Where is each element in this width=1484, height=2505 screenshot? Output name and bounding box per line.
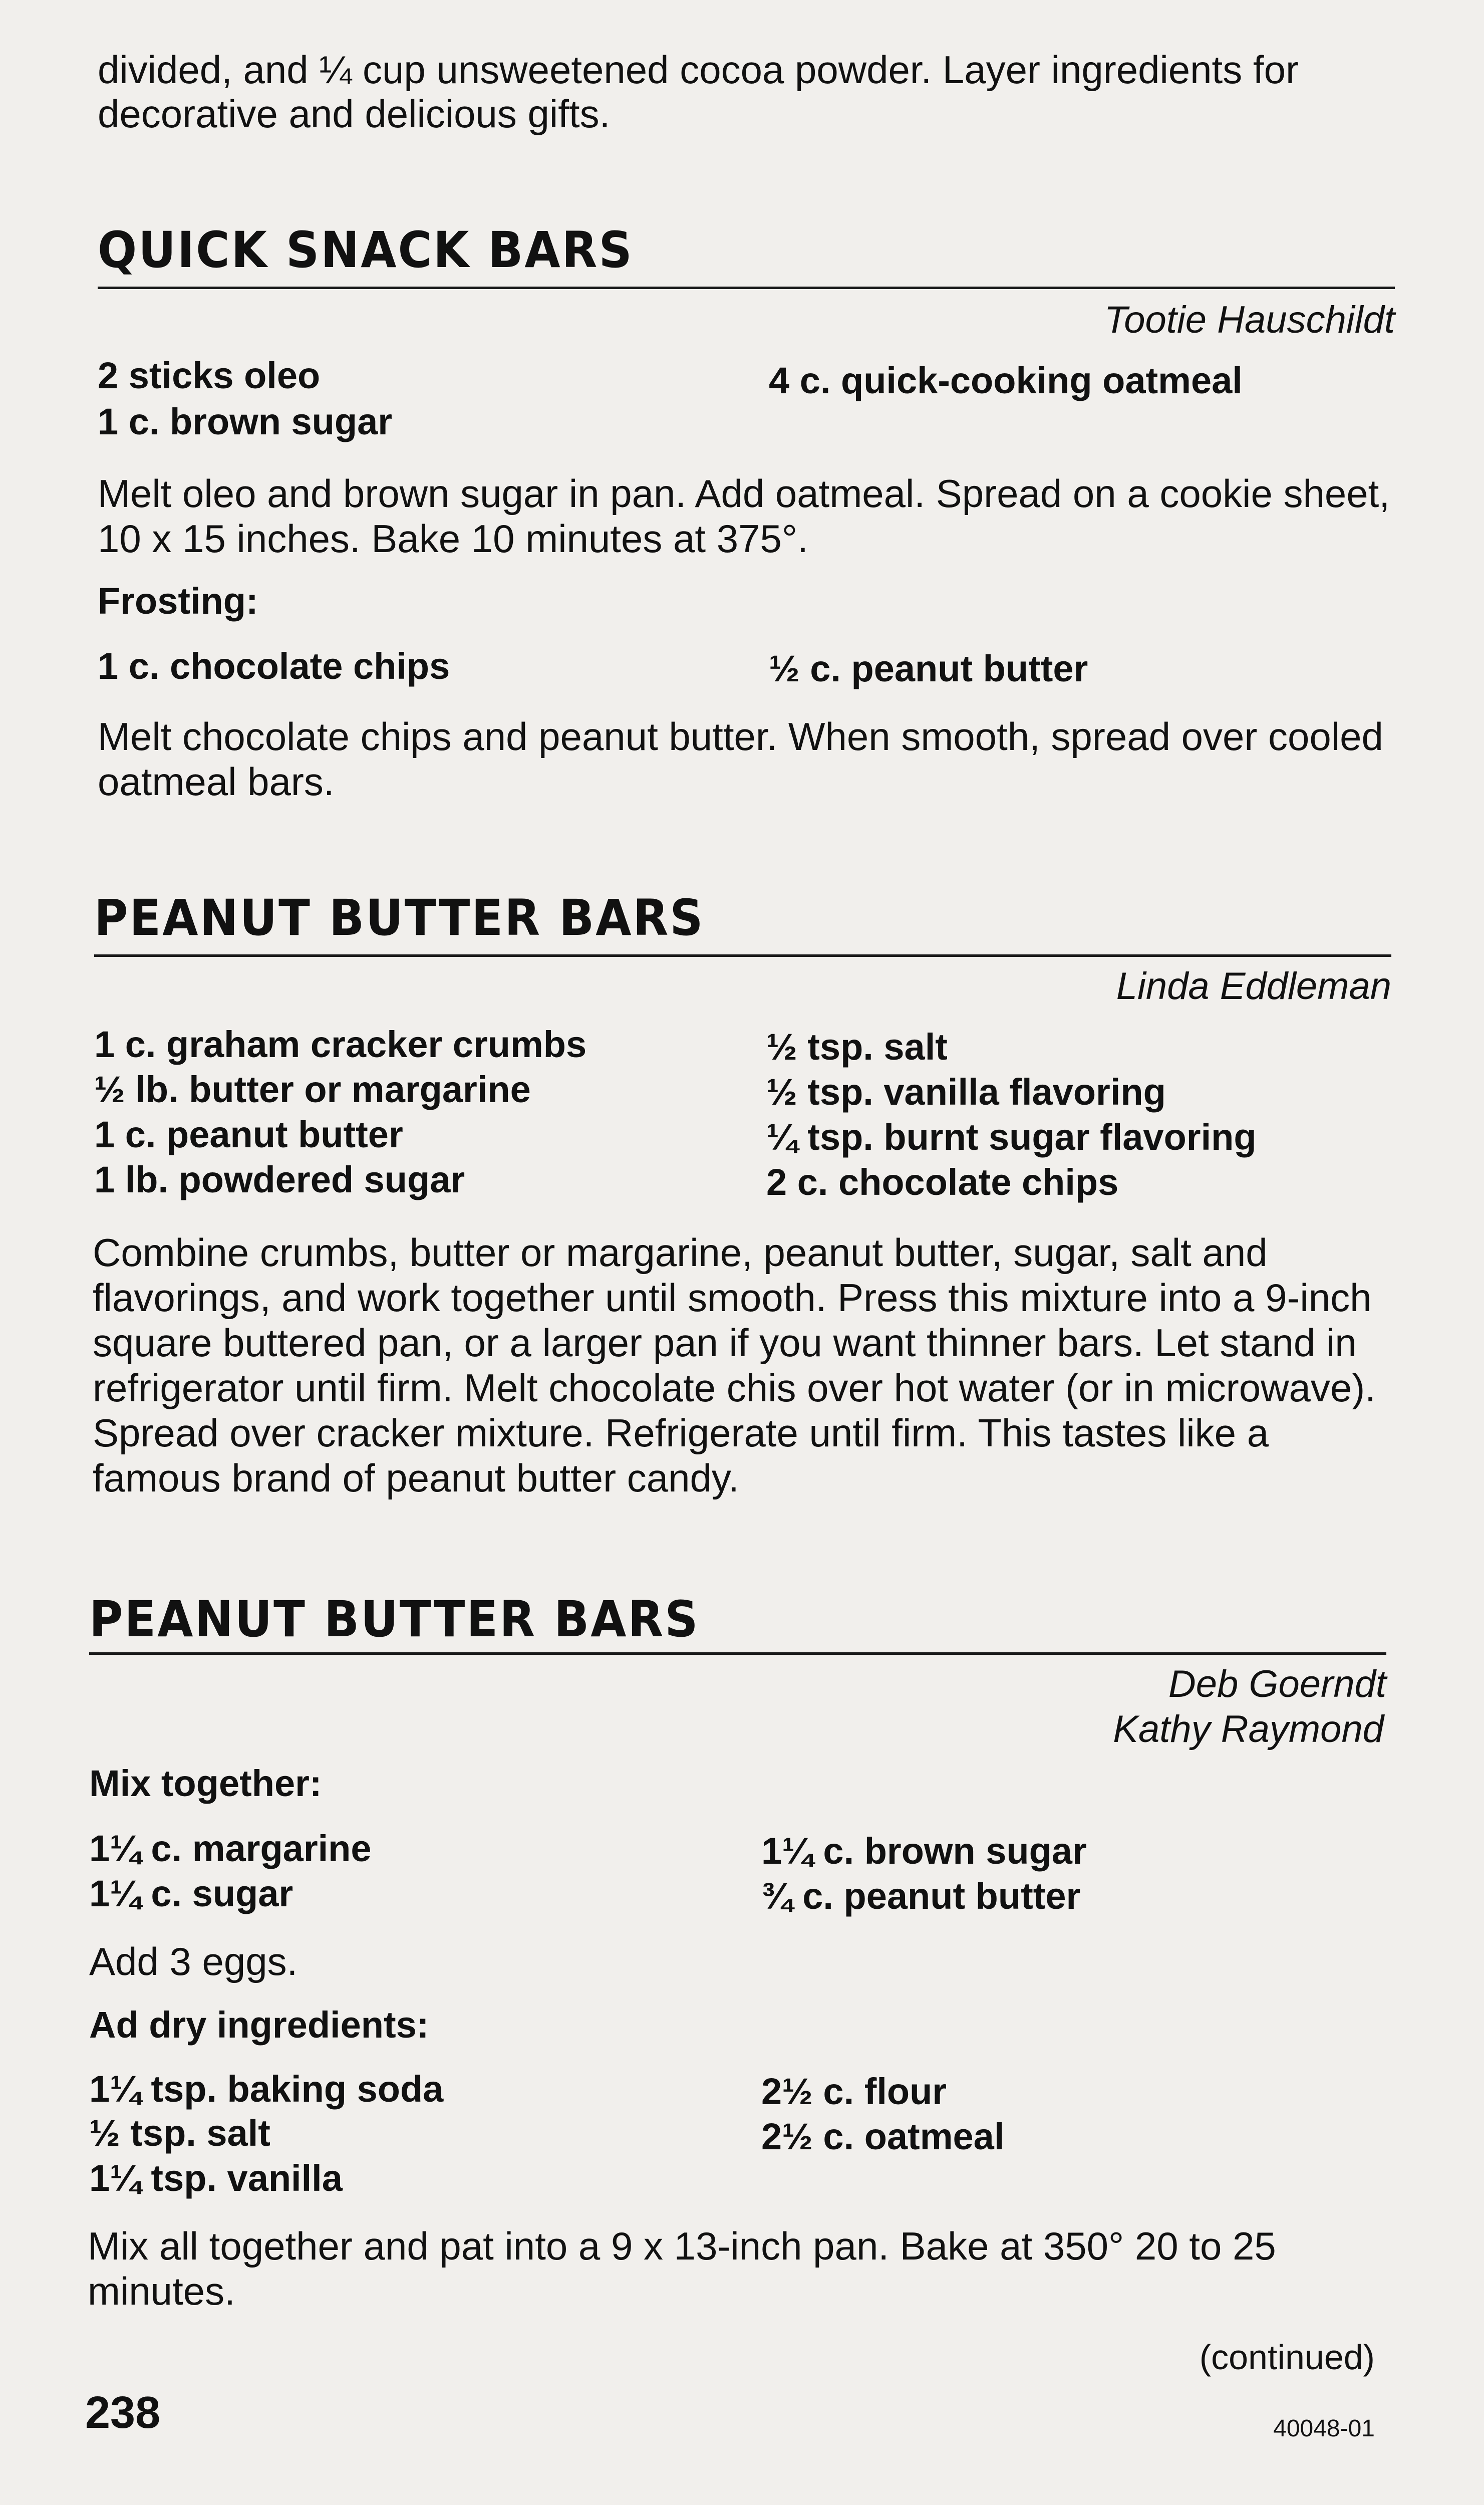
- recipe-author: Kathy Raymond: [1113, 1708, 1384, 1750]
- dry-label: Ad dry ingredients:: [89, 2004, 429, 2046]
- title-rule: [94, 954, 1391, 957]
- ingredient: 2 sticks oleo: [98, 355, 321, 396]
- ingredient: 2½ c. flour: [761, 2071, 947, 2112]
- title-rule: [98, 287, 1395, 289]
- recipe-title: QUICK SNACK BARS: [98, 221, 634, 279]
- ingredient: ¾ c. peanut butter: [761, 1875, 1081, 1917]
- ingredient: 1 c. brown sugar: [98, 401, 393, 442]
- recipe-step: Add 3 eggs.: [89, 1939, 298, 1983]
- ingredient: 4 c. quick-cooking oatmeal: [769, 360, 1243, 401]
- ingredient: 1 lb. powdered sugar: [94, 1159, 465, 1200]
- recipe-author: Tootie Hauschildt: [1104, 299, 1395, 341]
- recipe-title: PEANUT BUTTER BARS: [89, 1590, 700, 1648]
- ingredient: 2 c. chocolate chips: [766, 1161, 1119, 1203]
- ingredient: 1¼ c. margarine: [89, 1828, 372, 1869]
- ingredient: 1 c. peanut butter: [94, 1114, 403, 1155]
- page-number: 238: [85, 2388, 161, 2438]
- recipe-title: PEANUT BUTTER BARS: [94, 889, 705, 947]
- ingredient: ½ lb. butter or margarine: [94, 1069, 531, 1110]
- continued-note: (continued): [1199, 2338, 1375, 2377]
- ingredient: 1¼ tsp. vanilla: [89, 2157, 343, 2199]
- ingredient: ½ c. peanut butter: [769, 648, 1088, 689]
- recipe-directions: Combine crumbs, butter or margarine, peanut butter, sugar, salt and flavorings, and work together until smooth. Press this mixture into a 9-inch square buttered pan, or a larger pan if you want thinner bars. Let stand in refrigerator until firm. Melt chocolate chis over hot water (or in microwave). Spread over cracker mixture. Refrigerate until firm. This tastes like a famous brand of peanut butter candy.: [93, 1230, 1376, 1500]
- intro-text: divided, and ¼ cup unsweetened cocoa powder. Layer ingredients for decorative and delicious gifts.: [98, 48, 1299, 136]
- recipe-author: Deb Goerndt: [1168, 1663, 1386, 1705]
- ingredient: 1¼ c. sugar: [89, 1873, 293, 1914]
- recipe-directions: Melt oleo and brown sugar in pan. Add oatmeal. Spread on a cookie sheet, 10 x 15 inches. Bake 10 minutes at 375°.: [98, 471, 1390, 561]
- frosting-directions: Melt chocolate chips and peanut butter. When smooth, spread over cooled oatmeal bars.: [98, 714, 1383, 804]
- ingredient: 1 c. graham cracker crumbs: [94, 1024, 587, 1065]
- print-code: 40048-01: [1273, 2415, 1375, 2442]
- ingredient: ½ tsp. salt: [89, 2112, 270, 2154]
- ingredient: ½ tsp. vanilla flavoring: [766, 1071, 1166, 1113]
- ingredient: ¼ tsp. burnt sugar flavoring: [766, 1116, 1257, 1158]
- mix-label: Mix together:: [89, 1763, 322, 1804]
- ingredient: 1¼ tsp. baking soda: [89, 2068, 444, 2110]
- recipe-directions: Mix all together and pat into a 9 x 13-inch pan. Bake at 350° 20 to 25 minutes.: [88, 2224, 1276, 2313]
- title-rule: [89, 1652, 1386, 1655]
- ingredient: 2½ c. oatmeal: [761, 2116, 1005, 2157]
- recipe-author: Linda Eddleman: [1116, 965, 1391, 1008]
- ingredient: 1¼ c. brown sugar: [761, 1830, 1087, 1872]
- frosting-label: Frosting:: [98, 580, 258, 622]
- ingredient: ½ tsp. salt: [766, 1026, 948, 1068]
- ingredient: 1 c. chocolate chips: [98, 645, 450, 687]
